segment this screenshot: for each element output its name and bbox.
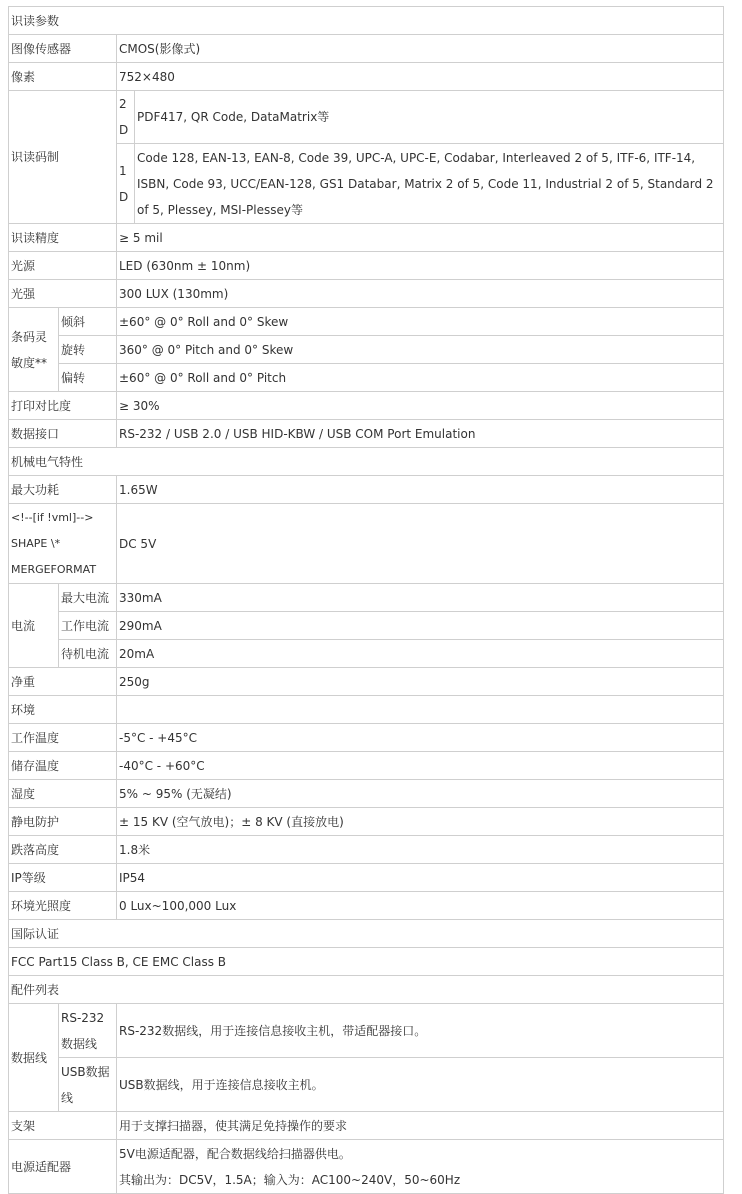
spec-table [8, 6, 724, 1194]
row-value: RS-232 / USB 2.0 / USB HID-KBW / USB COM Port Emulation [117, 420, 724, 448]
row-label: 静电防护 [9, 808, 117, 836]
row-value: DC 5V [117, 504, 724, 584]
sub-label: 最大电流 [59, 584, 117, 612]
row-label: 储存温度 [9, 752, 117, 780]
row-drop [9, 836, 724, 864]
row-value: FCC Part15 Class B, CE EMC Class B [9, 948, 724, 976]
section-title: 机械电气特性 [9, 448, 724, 476]
row-label: 湿度 [9, 780, 117, 808]
row-humidity [9, 780, 724, 808]
row-symbology-2d [9, 91, 724, 144]
row-label: 图像传感器 [9, 35, 117, 63]
row-label: 净重 [9, 668, 117, 696]
section-certification [9, 920, 724, 948]
row-value: -5°C - +45°C [117, 724, 724, 752]
row-value: 5% ~ 95% (无凝结) [117, 780, 724, 808]
row-value: 300 LUX (130mm) [117, 280, 724, 308]
row-label: 数据接口 [9, 420, 117, 448]
row-value: 20mA [117, 640, 724, 668]
row-store-temp [9, 752, 724, 780]
section-title: 配件列表 [9, 976, 724, 1004]
row-label: 数据线 [9, 1004, 59, 1112]
symbology-2d-tag: 2D [117, 91, 135, 144]
row-ip [9, 864, 724, 892]
row-ambient-light [9, 892, 724, 920]
row-value: 752×480 [117, 63, 724, 91]
section-read-params [9, 7, 724, 35]
adapter-line-1: 5V电源适配器，配合数据线给扫描器供电。 [119, 1146, 351, 1161]
row-max-power [9, 476, 724, 504]
row-value: 330mA [117, 584, 724, 612]
row-value: LED (630nm ± 10nm) [117, 252, 724, 280]
row-value: 290mA [117, 612, 724, 640]
row-adapter [9, 1140, 724, 1194]
row-light-intensity [9, 280, 724, 308]
row-value: -40°C - +60°C [117, 752, 724, 780]
section-title: 国际认证 [9, 920, 724, 948]
sub-label: 待机电流 [59, 640, 117, 668]
row-value: 1.65W [117, 476, 724, 504]
row-contrast [9, 392, 724, 420]
section-title: 环境 [9, 696, 117, 724]
row-value: ±60° @ 0° Roll and 0° Pitch [117, 364, 724, 392]
sub-label: 旋转 [59, 336, 117, 364]
row-value: ≥ 30% [117, 392, 724, 420]
section-mech-elec [9, 448, 724, 476]
row-value: ± 15 KV (空气放电)；± 8 KV (直接放电) [117, 808, 724, 836]
row-label: 识读码制 [9, 91, 117, 224]
row-value [117, 1140, 724, 1194]
row-label: 光强 [9, 280, 117, 308]
row-label: 像素 [9, 63, 117, 91]
section-title: 识读参数 [9, 7, 724, 35]
row-label: IP等级 [9, 864, 117, 892]
row-sensitivity-skew [9, 364, 724, 392]
row-label: 电流 [9, 584, 59, 668]
row-label: 光源 [9, 252, 117, 280]
row-label: 支架 [9, 1112, 117, 1140]
sub-label: RS-232数据线 [59, 1004, 117, 1058]
row-value: 用于支撑扫描器，使其满足免持操作的要求 [117, 1112, 724, 1140]
row-value: 1.8米 [117, 836, 724, 864]
sub-label: USB数据线 [59, 1058, 117, 1112]
row-current-max [9, 584, 724, 612]
row-sensor [9, 35, 724, 63]
row-cable-rs232 [9, 1004, 724, 1058]
row-label: 环境光照度 [9, 892, 117, 920]
section-environment [9, 696, 724, 724]
row-current-work [9, 612, 724, 640]
row-esd [9, 808, 724, 836]
row-label: 打印对比度 [9, 392, 117, 420]
row-voltage [9, 504, 724, 584]
row-value: 0 Lux~100,000 Lux [117, 892, 724, 920]
row-value: 250g [117, 668, 724, 696]
sub-label: 倾斜 [59, 308, 117, 336]
row-value: 360° @ 0° Pitch and 0° Skew [117, 336, 724, 364]
row-symbology-1d [9, 144, 724, 224]
row-sensitivity-rotate [9, 336, 724, 364]
adapter-line-2: 其输出为：DC5V，1.5A；输入为：AC100~240V，50~60Hz [119, 1172, 461, 1187]
row-label: <!--[if !vml]--> SHAPE \* MERGEFORMAT [9, 504, 117, 584]
row-value: IP54 [117, 864, 724, 892]
row-value: CMOS(影像式) [117, 35, 724, 63]
row-precision [9, 224, 724, 252]
row-cable-usb [9, 1058, 724, 1112]
row-label: 跌落高度 [9, 836, 117, 864]
row-weight [9, 668, 724, 696]
row-label: 工作温度 [9, 724, 117, 752]
row-value: ±60° @ 0° Roll and 0° Skew [117, 308, 724, 336]
row-sensitivity-tilt [9, 308, 724, 336]
row-interface [9, 420, 724, 448]
sub-label: 工作电流 [59, 612, 117, 640]
row-value: RS-232数据线，用于连接信息接收主机，带适配器接口。 [117, 1004, 724, 1058]
symbology-2d-value: PDF417, QR Code, DataMatrix等 [135, 91, 724, 144]
sub-label: 偏转 [59, 364, 117, 392]
row-label: 条码灵敏度** [9, 308, 59, 392]
row-label: 最大功耗 [9, 476, 117, 504]
row-cert [9, 948, 724, 976]
row-work-temp [9, 724, 724, 752]
symbology-1d-tag: 1D [117, 144, 135, 224]
row-light-source [9, 252, 724, 280]
row-current-standby [9, 640, 724, 668]
row-value: ≥ 5 mil [117, 224, 724, 252]
row-value: USB数据线，用于连接信息接收主机。 [117, 1058, 724, 1112]
row-label: 电源适配器 [9, 1140, 117, 1194]
row-pixels [9, 63, 724, 91]
symbology-1d-value: Code 128, EAN-13, EAN-8, Code 39, UPC-A, UPC-E, Codabar, Interleaved 2 of 5, ITF-6, ITF-14, ISBN, Code 93, UCC/EAN-128, GS1 Databar, Matrix 2 of 5, Code 11, Industrial 2 of 5, Standard 2 of 5, Plessey, MSI-Plessey等 [135, 144, 724, 224]
row-label: 识读精度 [9, 224, 117, 252]
section-accessories [9, 976, 724, 1004]
row-stand [9, 1112, 724, 1140]
empty-cell [117, 696, 724, 724]
